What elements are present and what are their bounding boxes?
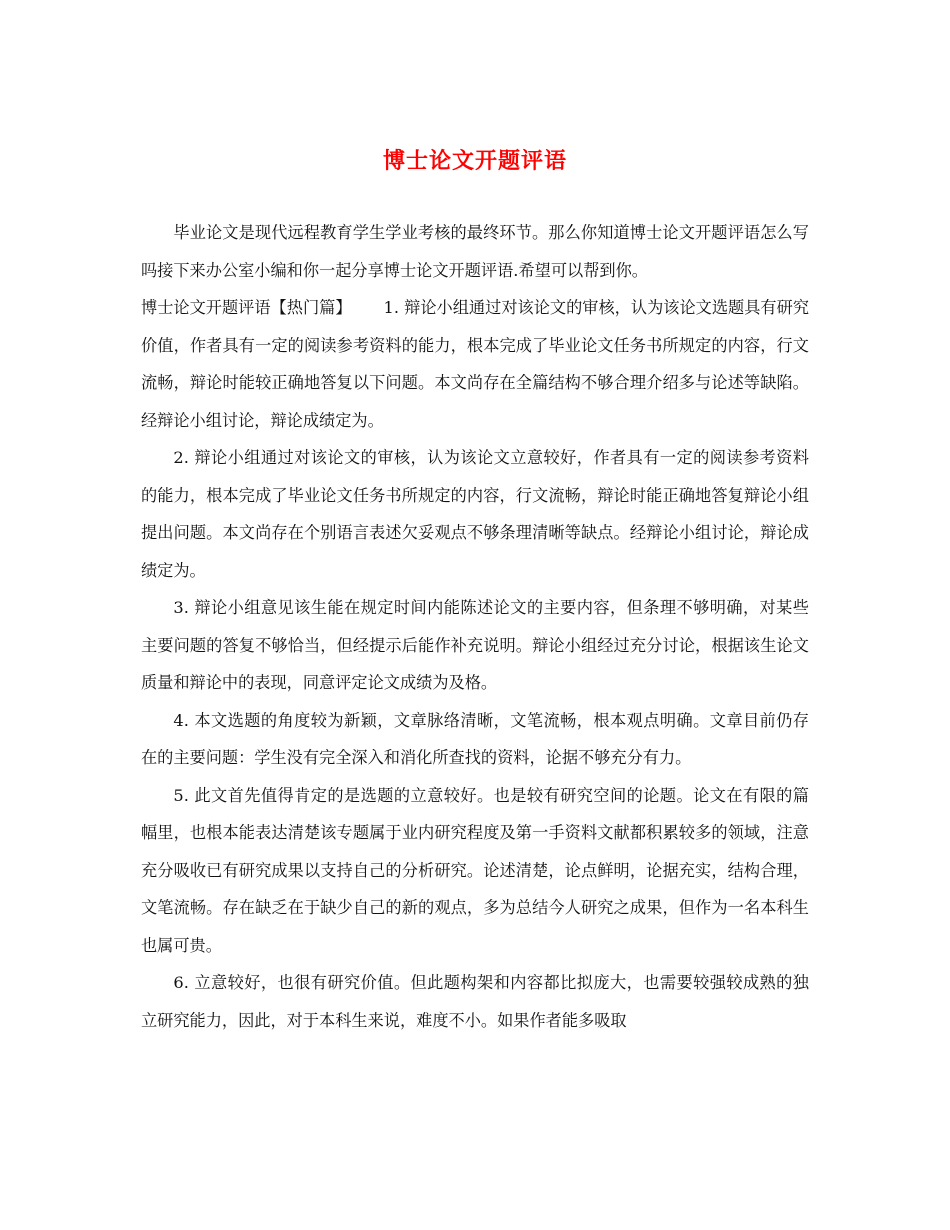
comment-item-6: 6. 立意较好，也很有研究价值。但此题构架和内容都比拟庞大，也需要较强较成熟的独立研究能力，因此，对于本科生来说，难度不小。如果作者能多吸取 xyxy=(141,973,809,1030)
comment-item-4: 4. 本文选题的角度较为新颖，文章脉络清晰，文笔流畅，根本观点明确。文章目前仍存在的主要问题：学生没有完全深入和消化所查找的资料，论据不够充分有力。 xyxy=(141,710,809,767)
document-title: 博士论文开题评语 xyxy=(382,148,567,174)
intro-paragraph: 毕业论文是现代远程教育学生学业考核的最终环节。那么你知道博士论文开题评语怎么写吗接下来办公室小编和你一起分享博士论文开题评语.希望可以帮到你。 xyxy=(141,223,809,280)
comment-item-1: 1. 辩论小组通过对该论文的审核，认为该论文选题具有研究价值，作者具有一定的阅读参考资料的能力，根本完成了毕业论文任务书所规定的内容，行文流畅，辩论时能较正确地答复以下问题。本文尚存在全篇结构不够合理介绍多与论述等缺陷。经辩论小组讨论，辩论成绩定为。 xyxy=(141,298,810,430)
document-body xyxy=(141,214,809,1039)
comment-item-5: 5. 此文首先值得肯定的是选题的立意较好。也是较有研究空间的论题。论文在有限的篇幅里，也根本能表达清楚该专题属于业内研究程度及第一手资料文献都积累较多的领域，注意充分吸收已有研究成果以支持自己的分析研究。论述清楚，论点鲜明，论据充实，结构合理，文笔流畅。存在缺乏在于缺少自己的新的观点，多为总结今人研究之成果，但作为一名本科生也属可贵。 xyxy=(141,785,809,955)
comment-item-3: 3. 辩论小组意见该生能在规定时间内能陈述论文的主要内容，但条理不够明确，对某些主要问题的答复不够恰当，但经提示后能作补充说明。辩论小组经过充分讨论，根据该生论文质量和辩论中的表现，同意评定论文成绩为及格。 xyxy=(141,598,809,692)
section-heading: 博士论文开题评语【热门篇】 xyxy=(141,298,352,317)
section-first-item xyxy=(141,289,809,439)
comment-item-2: 2. 辩论小组通过对该论文的审核，认为该论文立意较好，作者具有一定的阅读参考资料的能力，根本完成了毕业论文任务书所规定的内容，行文流畅，辩论时能正确地答复辩论小组提出问题。本文尚存在个别语言表述欠妥观点不够条理清晰等缺点。经辩论小组讨论，辩论成绩定为。 xyxy=(141,448,809,580)
